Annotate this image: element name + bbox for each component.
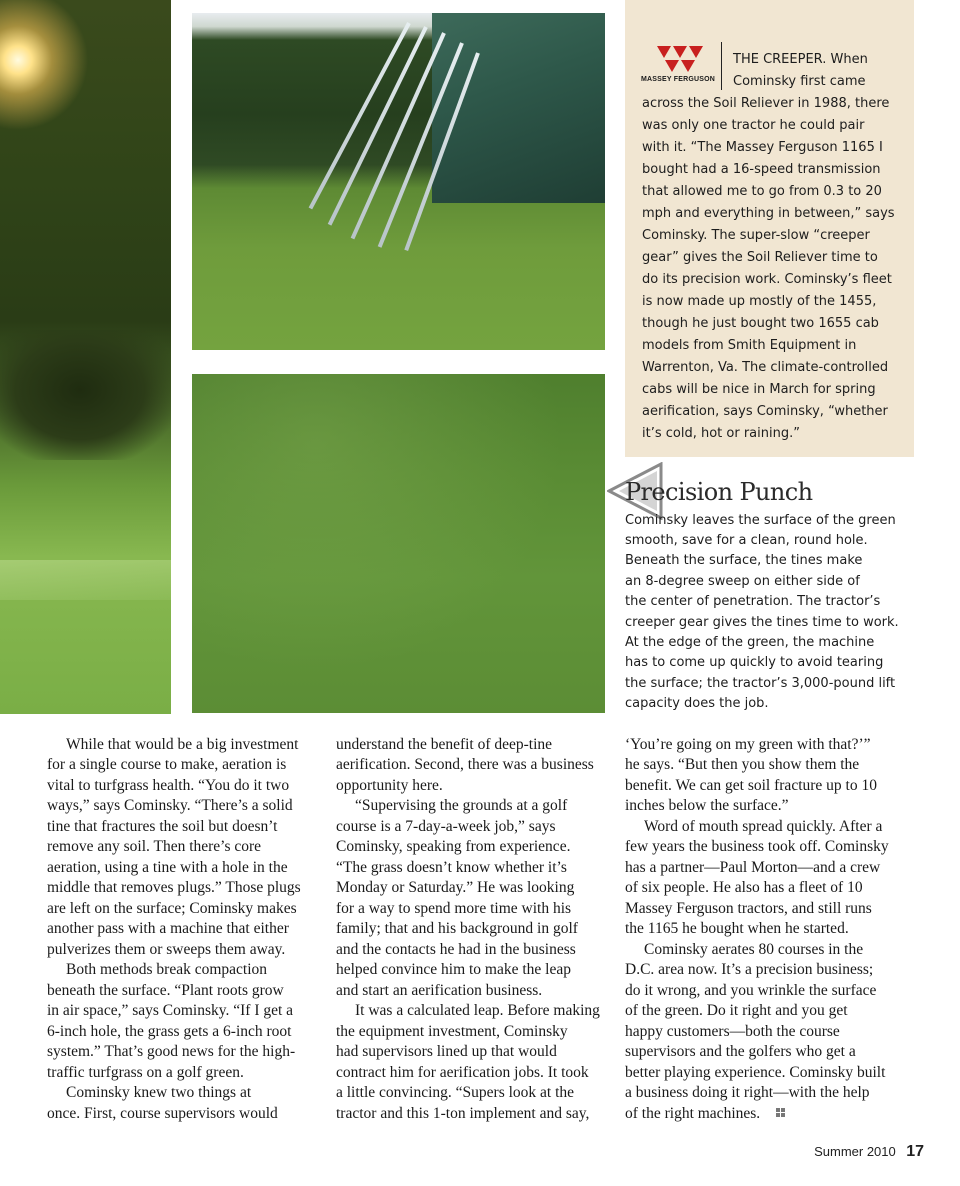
sidebar-line: mph and everything in between,” says: [642, 206, 895, 221]
sidebar-line: was only one tractor he could pair: [642, 118, 865, 133]
caption-line: capacity does the job.: [625, 696, 769, 711]
body-line: remove any soil. Then there’s core: [47, 838, 262, 855]
caption-line: At the edge of the green, the machine: [625, 635, 875, 650]
sidebar-line: is now made up mostly of the 1455,: [642, 294, 877, 309]
body-line: in air space,” says Cominsky. “If I get a: [47, 1002, 294, 1019]
body-line: “Supervising the grounds at a golf: [355, 797, 568, 814]
body-line: aerification. Second, there was a business: [336, 756, 594, 773]
body-line: aeration, using a tine with a hole in the: [47, 859, 288, 876]
green-surface-photo: [192, 374, 605, 713]
body-line: Monday or Saturday.” He was looking: [336, 879, 575, 896]
body-line: While that would be a big investment: [66, 736, 299, 753]
body-line: course is a 7-day-a-week job,” says: [336, 818, 556, 835]
body-line: are left on the surface; Cominsky makes: [47, 900, 297, 917]
body-line: It was a calculated leap. Before making: [355, 1002, 600, 1019]
logo-text: MASSEY FERGUSON: [641, 76, 716, 83]
body-line: few years the business took off. Cominsky: [625, 838, 889, 855]
body-line: traffic turfgrass on a golf green.: [47, 1064, 244, 1081]
body-line: “The grass doesn’t know whether it’s: [336, 859, 567, 876]
precision-punch-title: Precision Punch: [625, 478, 813, 506]
aerator-machine-photo: [192, 13, 605, 350]
body-line: a business doing it right—with the help: [625, 1084, 870, 1101]
sidebar-line: though he just bought two 1655 cab: [642, 316, 879, 331]
sidebar-line: it’s cold, hot or raining.”: [642, 426, 800, 441]
sidebar-line: cabs will be nice in March for spring: [642, 382, 876, 397]
sidebar-line: Cominsky first came: [733, 74, 866, 89]
body-line: family; that and his background in golf: [336, 920, 578, 937]
tine: [328, 26, 428, 225]
body-line: Word of mouth spread quickly. After a: [644, 818, 883, 835]
body-line: of six people. He also has a fleet of 10: [625, 879, 863, 896]
body-line: inches below the surface.”: [625, 797, 789, 814]
massey-ferguson-logo: [641, 42, 722, 90]
body-line: vital to turfgrass health. “You do it two: [47, 777, 290, 794]
body-line: opportunity here.: [336, 777, 443, 794]
body-line: helped convince him to make the leap: [336, 961, 571, 978]
body-line: ways,” says Cominsky. “There’s a solid: [47, 797, 293, 814]
issue-season: Summer 2010: [814, 1144, 896, 1159]
body-line: the equipment investment, Cominsky: [336, 1023, 568, 1040]
sidebar-line: models from Smith Equipment in: [642, 338, 857, 353]
tree-shadow: [0, 330, 171, 460]
body-line: benefit. We can get soil fracture up to 10: [625, 777, 877, 794]
body-line: pulverizes them or sweeps them away.: [47, 941, 286, 958]
body-line: beneath the surface. “Plant roots grow: [47, 982, 284, 999]
body-line: Massey Ferguson tractors, and still runs: [625, 900, 872, 917]
body-line: Cominsky knew two things at: [66, 1084, 252, 1101]
body-line: he says. “But then you show them the: [625, 756, 860, 773]
golf-course-sunset-photo: [0, 0, 171, 714]
body-line: tine that fractures the soil but doesn’t: [47, 818, 278, 835]
end-of-article-icon: [776, 1108, 785, 1117]
sidebar-line: THE CREEPER. When: [733, 52, 868, 67]
body-line: and start an aerification business.: [336, 982, 543, 999]
sidebar-line: across the Soil Reliever in 1988, there: [642, 96, 890, 111]
body-line: for a single course to make, aeration is: [47, 756, 287, 773]
body-line: happy customers—both the course: [625, 1023, 840, 1040]
body-line: the 1165 he bought when he started.: [625, 920, 849, 937]
caption-line: an 8-degree sweep on either side of: [625, 574, 860, 589]
caption-line: Beneath the surface, the tines make: [625, 553, 863, 568]
sidebar-line: bought had a 16-speed transmission: [642, 162, 881, 177]
body-line: Cominsky, speaking from experience.: [336, 838, 571, 855]
body-line: Both methods break compaction: [66, 961, 268, 978]
sidebar-line: do its precision work. Cominsky’s fleet: [642, 272, 892, 287]
body-line: contract him for aerification jobs. It took: [336, 1064, 589, 1081]
body-line: once. First, course supervisors would: [47, 1105, 278, 1122]
body-line: another pass with a machine that either: [47, 920, 289, 937]
caption-line: the surface; the tractor’s 3,000-pound lift: [625, 676, 896, 691]
sidebar-line: gear” gives the Soil Reliever time to: [642, 250, 878, 265]
caption-line: the center of penetration. The tractor’s: [625, 594, 881, 609]
body-line: and the contacts he had in the business: [336, 941, 576, 958]
body-line: understand the benefit of deep-tine: [336, 736, 553, 753]
body-line: ‘You’re going on my green with that?’”: [625, 736, 871, 753]
body-line: for a way to spend more time with his: [336, 900, 572, 917]
caption-line: Cominsky leaves the surface of the green: [625, 513, 896, 528]
caption-line: creeper gear gives the tines time to work.: [625, 615, 899, 630]
fairway-stripe: [0, 560, 171, 600]
body-line: D.C. area now. It’s a precision business;: [625, 961, 874, 978]
body-line: better playing experience. Cominsky built: [625, 1064, 886, 1081]
sidebar-line: with it. “The Massey Ferguson 1165 I: [642, 140, 883, 155]
body-line: of the green. Do it right and you get: [625, 1002, 848, 1019]
caption-line: has to come up quickly to avoid tearing: [625, 655, 884, 670]
page-footer: [814, 1143, 924, 1161]
body-line: do it wrong, and you wrinkle the surface: [625, 982, 877, 999]
body-line: supervisors and the golfers who get a: [625, 1043, 856, 1060]
body-line: tractor and this 1-ton implement and say,: [336, 1105, 590, 1122]
sidebar-line: aerification, says Cominsky, “whether: [642, 404, 888, 419]
sidebar-line: that allowed me to go from 0.3 to 20: [642, 184, 882, 199]
triple-triangle-icon: [655, 42, 705, 74]
body-line: Cominsky aerates 80 courses in the: [644, 941, 864, 958]
body-line: system.” That’s good news for the high-: [47, 1043, 296, 1060]
body-line: of the right machines.: [625, 1105, 761, 1122]
sidebar-line: Warrenton, Va. The climate-controlled: [642, 360, 889, 375]
body-line: has a partner—Paul Morton—and a crew: [625, 859, 881, 876]
sidebar-line: Cominsky. The super-slow “creeper: [642, 228, 870, 243]
body-line: 6-inch hole, the grass gets a 6-inch root: [47, 1023, 292, 1040]
body-line: had supervisors lined up that would: [336, 1043, 557, 1060]
body-line: middle that removes plugs.” Those plugs: [47, 879, 301, 896]
body-line: a little convincing. “Supers look at the: [336, 1084, 575, 1101]
page-number: 17: [906, 1143, 924, 1160]
tine: [309, 22, 411, 209]
caption-line: smooth, save for a clean, round hole.: [625, 533, 868, 548]
